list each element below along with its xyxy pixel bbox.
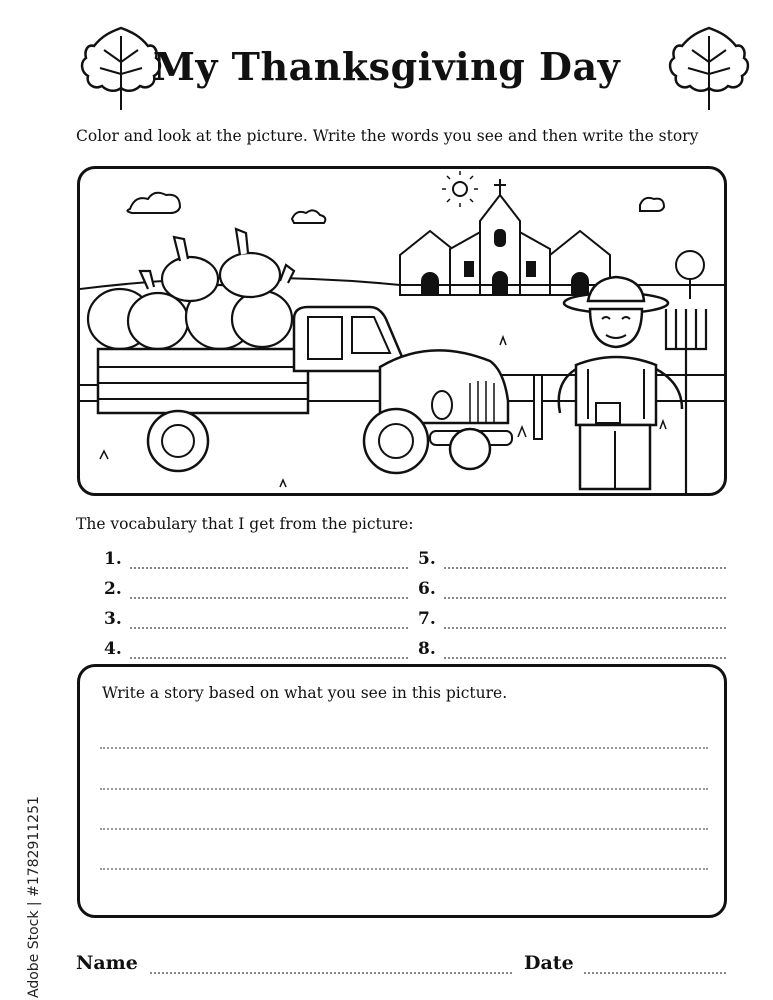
stock-credit (6, 760, 42, 1000)
vocab-line-2[interactable] (104, 579, 408, 599)
vocab-blank[interactable] (444, 615, 726, 629)
page-title: My Thanksgiving Day (152, 44, 621, 89)
story-writing-line[interactable] (100, 868, 708, 870)
vocab-line-3[interactable] (104, 609, 408, 629)
vocab-blank[interactable] (130, 555, 408, 569)
vocab-blank[interactable] (130, 615, 408, 629)
vocab-number: 3. (104, 609, 122, 629)
date-label: Date (524, 952, 574, 974)
stock-credit-text: Adobe Stock | #1782911251 (26, 796, 42, 998)
vocab-line-8[interactable] (418, 639, 726, 659)
vocab-number: 6. (418, 579, 436, 599)
vocab-blank[interactable] (444, 585, 726, 599)
story-writing-line[interactable] (100, 747, 708, 749)
instructions-text: Color and look at the picture. Write the words you see and then write the story (76, 127, 699, 145)
vocab-line-7[interactable] (418, 609, 726, 629)
vocab-blank[interactable] (130, 585, 408, 599)
vocab-number: 7. (418, 609, 436, 629)
vocab-number: 2. (104, 579, 122, 599)
picture-frame (77, 166, 727, 496)
vocab-line-1[interactable] (104, 549, 408, 569)
date-field[interactable] (584, 972, 726, 974)
farm-scene-illustration (80, 169, 724, 493)
name-field[interactable] (150, 972, 512, 974)
vocab-blank[interactable] (444, 645, 726, 659)
vocab-number: 5. (418, 549, 436, 569)
vocab-line-5[interactable] (418, 549, 726, 569)
vocab-blank[interactable] (130, 645, 408, 659)
vocab-number: 8. (418, 639, 436, 659)
vocab-line-6[interactable] (418, 579, 726, 599)
story-writing-line[interactable] (100, 788, 708, 790)
story-prompt: Write a story based on what you see in this picture. (102, 684, 508, 702)
vocab-number: 1. (104, 549, 122, 569)
vocabulary-heading: The vocabulary that I get from the picture: (76, 515, 414, 533)
story-box (77, 664, 727, 918)
vocab-line-4[interactable] (104, 639, 408, 659)
vocab-number: 4. (104, 639, 122, 659)
name-label: Name (76, 952, 138, 974)
story-writing-line[interactable] (100, 828, 708, 830)
vocab-blank[interactable] (444, 555, 726, 569)
